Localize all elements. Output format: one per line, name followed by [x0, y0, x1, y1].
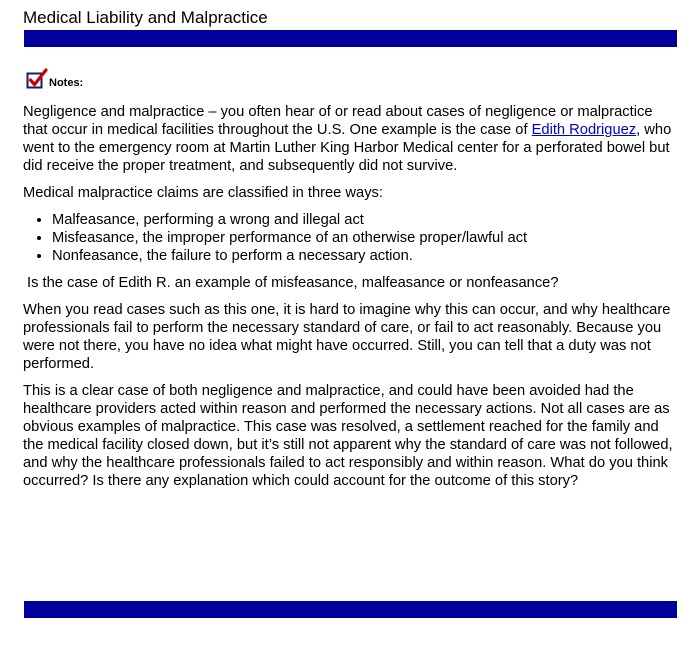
intro-text-before-link: Negligence and malpractice – you often hear of or read about cases of negligence or malpractice that occur in medical facilities throughout the U.S. One example is the case of — [23, 104, 653, 138]
list-item: • Misfeasance, the improper performance of an otherwise proper/lawful act — [52, 229, 677, 247]
notes-header — [26, 66, 83, 90]
body-paragraph: This is a clear case of both negligence and malpractice, and could have been avoided had the healthcare providers acted within reason and performed the necessary actions. Not all cases are as obvious examples of malpractice. This case was resolved, a settlement reached for the family and the medical facility closed down, but it’s still not apparent why the standard of care was not followed, and why the healthcare professionals failed to act responsibly and within reason. What do you think occurred? Is there any explanation which could account for the outcome of this story? — [23, 383, 673, 489]
intro-text-after-link: , who went to the emergency room at Martin Luther King Harbor Medical center for a perforated bowel but did receive the proper treatment, and subsequently did not survive. — [23, 122, 672, 174]
edith-rodriguez-link[interactable]: Edith Rodriguez — [531, 122, 637, 138]
list-item: • Nonfeasance, the failure to perform a necessary action. — [52, 247, 677, 265]
checkbox-checked-icon — [26, 68, 48, 90]
body-paragraph: When you read cases such as this one, it is hard to imagine why this can occur, and why healthcare professionals fail to perform the necessary standard of care, or fail to act reasonably. Because you were not there, you have no idea what might have occurred. Still, you can tell that a duty was not performed. — [23, 302, 671, 372]
list-item: • Malfeasance, performing a wrong and illegal act — [52, 211, 677, 229]
notes-content — [23, 103, 677, 499]
page-title: Medical Liability and Malpractice — [23, 8, 268, 27]
intro-paragraph — [23, 103, 677, 175]
header-divider-bar — [24, 30, 677, 47]
case-question: Is the case of Edith R. an example of misfeasance, malfeasance or nonfeasance? — [27, 275, 559, 291]
notes-label: Notes: — [49, 77, 84, 89]
footer-divider-bar — [24, 601, 677, 618]
claims-list — [23, 211, 677, 265]
claims-heading: Medical malpractice claims are classified in three ways: — [23, 185, 383, 201]
